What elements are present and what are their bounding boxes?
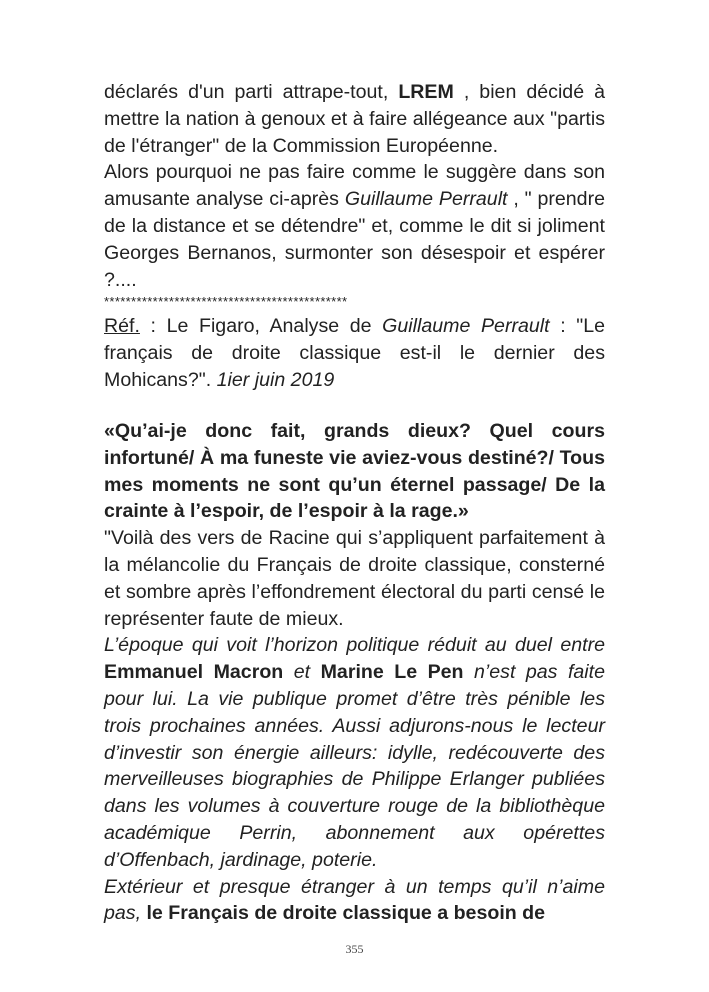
article-text-block bbox=[104, 418, 605, 927]
asterisk-separator: ********************************************* bbox=[104, 294, 348, 310]
lrem-party-name: LREM bbox=[398, 81, 454, 103]
paragraph-lrem-text-start: déclarés d'un parti attrape-tout, bbox=[104, 81, 399, 103]
paragraph-exterieur-italic: Extérieur et presque étranger à un temps qu’il n’aime pas, bbox=[104, 875, 605, 925]
name-macron: Emmanuel Macron bbox=[104, 661, 284, 684]
paragraph-exterieur-bold: le Français de droite classique a besoin de bbox=[141, 902, 546, 925]
author-name: Guillaume Perrault bbox=[344, 188, 508, 211]
paragraph-epoque bbox=[104, 632, 605, 873]
intro-text-block bbox=[104, 79, 605, 394]
paragraph-suggestion bbox=[104, 159, 605, 293]
paragraph-lrem-text-end: , bien décidé à mettre la nation à genoux et à faire allégeance aux "partis de l'étranger" de la Commission Européenne. bbox=[104, 81, 605, 157]
reference-text-start: : Le Figaro, Analyse de bbox=[139, 315, 383, 338]
reference-paragraph bbox=[104, 313, 605, 393]
name-le-pen: Marine Le Pen bbox=[320, 661, 464, 684]
racine-quote: «Qu’ai-je donc fait, grands dieux? Quel cours infortuné/ À ma funeste vie aviez-vous destiné?/ Tous mes moments ne sont qu’un éternel passage/ De la crainte à l’espoir, de l’espoir à la rage.» bbox=[104, 420, 605, 523]
paragraph-exterieur bbox=[104, 874, 605, 928]
paragraph-lrem bbox=[104, 79, 605, 159]
reference-date: 1ier juin 2019 bbox=[216, 368, 335, 391]
reference-author: Guillaume Perrault bbox=[382, 315, 550, 338]
paragraph-epoque-connector: et bbox=[283, 661, 321, 684]
paragraph-suggestion-text-start: Alors pourquoi ne pas faire comme le suggère dans son amusante analyse ci-après bbox=[104, 161, 605, 211]
reference-title: : "Le français de droite classique est-il le dernier des Mohicans?". bbox=[104, 315, 605, 391]
paragraph-epoque-text-start: L’époque qui voit l’horizon politique réduit au duel entre bbox=[104, 634, 605, 657]
paragraph-epoque-text-end: n’est pas faite pour lui. La vie publique promet d’être très pénible les trois prochaines années. Aussi adjurons-nous le lecteur d’investir son énergie ailleurs: idylle, redécouverte des merveilleuses biographies de Philippe Erlanger publiées dans les volumes à couverture rouge de la bibliothèque académique Perrin, abonnement aux opérettes d’Offenbach, jardinage, poterie. bbox=[104, 661, 606, 871]
paragraph-racine: "Voilà des vers de Racine qui s’appliquent parfaitement à la mélancolie du Français de droite classique, consterné et sombre après l’effondrement électoral du parti censé le représenter faute de mieux. bbox=[104, 527, 605, 630]
page-number: 355 bbox=[345, 942, 364, 956]
paragraph-suggestion-text-end: , " prendre de la distance et se détendre" et, comme le dit si joliment Georges Bernanos, surmonter son désespoir et espérer ?.... bbox=[104, 188, 605, 291]
reference-label: Réf. bbox=[104, 315, 140, 338]
